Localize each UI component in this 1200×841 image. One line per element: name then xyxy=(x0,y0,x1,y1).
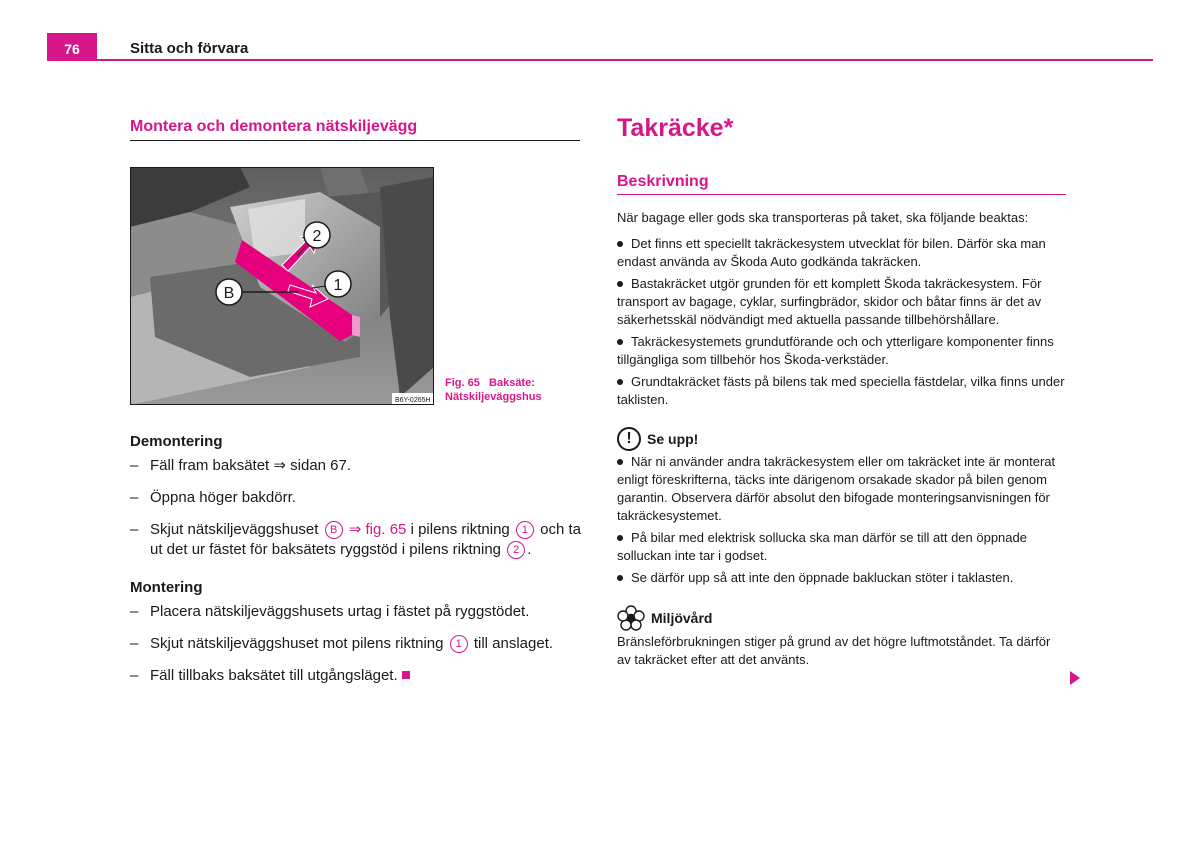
page-title: Takräcke* xyxy=(617,114,734,142)
caption-number: Fig. 65 xyxy=(445,377,480,389)
step-item xyxy=(130,602,585,622)
list-item xyxy=(617,569,1067,587)
montering-block xyxy=(130,579,585,698)
section-subtitle: Beskrivning xyxy=(617,173,1066,195)
list-item-text: Se därför upp så att inte den öppnade bakluckan stöter i taklasten. xyxy=(631,570,1014,585)
demontering-heading: Demontering xyxy=(130,433,223,450)
badge-1: 1 xyxy=(516,521,534,539)
bullet-icon xyxy=(617,241,623,247)
callout-2-label: 2 xyxy=(312,228,322,245)
callout-1-label: 1 xyxy=(333,277,343,294)
list-item xyxy=(617,373,1067,409)
step-item xyxy=(130,634,585,654)
figure-reference-link[interactable]: ⇒ fig. 65 xyxy=(348,521,407,538)
arrow-icon: ⇒ xyxy=(273,457,286,474)
header-title: Sitta och förvara xyxy=(130,40,249,57)
montering-steps xyxy=(130,602,585,686)
step-item xyxy=(130,520,585,560)
description-bullets xyxy=(617,235,1067,409)
rear-seat-illustration xyxy=(130,167,434,405)
exclamation-circle-icon: ! xyxy=(617,427,641,451)
montering-heading: Montering xyxy=(130,579,203,596)
demontering-steps xyxy=(130,456,585,560)
flower-icon xyxy=(617,605,645,631)
caption-title: Baksäte: xyxy=(489,377,535,389)
bullet-icon xyxy=(617,575,623,581)
figure-65 xyxy=(130,167,434,405)
environment-text: Bränsleförbrukningen stiger på grund av det högre luftmotståndet. Ta därför av takräcket efter att det använts. xyxy=(617,634,1051,667)
caution-box xyxy=(617,427,1067,587)
badge-1: 1 xyxy=(450,635,468,653)
bullet-icon xyxy=(617,281,623,287)
list-item-text: Bastakräcket utgör grunden för ett komplett Škoda takräckesystem. För transport av bagage, cyklar, surfingbrädor, skidor och båtar finns är det av säkerhetsskäl nödvändigt med aktuella passande tillbehörshållare. xyxy=(617,276,1042,327)
step-text: ta ut det ur fästet för baksätets ryggstöd i pilens riktning xyxy=(150,521,581,558)
left-column xyxy=(130,118,580,141)
environment-heading: Miljövård xyxy=(651,610,713,626)
step-item xyxy=(130,666,585,686)
badge-b: B xyxy=(325,521,343,539)
step-text: Placera nätskiljeväggshusets urtag i fästet på ryggstödet. xyxy=(150,603,530,620)
step-text: i pilens riktning xyxy=(410,521,510,538)
bullet-icon xyxy=(617,339,623,345)
callout-b-label: B xyxy=(223,285,235,302)
step-item xyxy=(130,456,585,476)
dash-marker: – xyxy=(130,521,139,538)
bullet-icon xyxy=(617,379,623,385)
dash-marker: – xyxy=(130,635,139,652)
step-text: Skjut nätskiljeväggshuset xyxy=(150,521,319,538)
badge-2: 2 xyxy=(507,541,525,559)
dash-marker: – xyxy=(130,667,139,684)
list-item xyxy=(617,529,1067,565)
step-item xyxy=(130,488,585,508)
list-item-text: Takräckesystemets grundutförande och och ytterligare komponenter finns tillgängliga som tillbehör hos Škoda-verkstäder. xyxy=(617,334,1054,367)
step-text: och xyxy=(540,521,565,538)
page-number: 76 xyxy=(47,33,97,61)
caption-subtitle: Nätskiljeväggshus xyxy=(445,391,542,403)
dash-marker: – xyxy=(130,457,139,474)
header-divider xyxy=(47,59,1153,61)
list-item xyxy=(617,235,1067,271)
step-text: . xyxy=(527,541,532,558)
bullet-icon xyxy=(617,459,623,465)
figure-caption xyxy=(445,376,542,404)
list-item-text: Grundtakräcket fästs på bilens tak med speciella fästdelar, vilka finns under taklisten. xyxy=(617,374,1065,407)
demontering-block xyxy=(130,433,585,572)
list-item-text: Det finns ett speciellt takräckesystem utvecklat för bilen. Därför ska man endast använda av Škoda Auto godkända takräcken. xyxy=(617,236,1046,269)
triangle-right-icon[interactable] xyxy=(1070,671,1080,685)
list-item xyxy=(617,275,1067,329)
intro-text: När bagage eller gods ska transporteras på taket, ska följande beaktas: xyxy=(617,210,1029,225)
caution-heading: Se upp! xyxy=(647,431,699,447)
list-item xyxy=(617,453,1067,525)
section-end-icon xyxy=(402,671,410,679)
step-text: Fäll fram baksätet xyxy=(150,457,270,474)
step-text: Skjut nätskiljeväggshuset mot pilens riktning xyxy=(150,635,444,652)
step-text: Fäll tillbaks baksätet till utgångsläget. xyxy=(150,667,398,684)
environment-box xyxy=(617,605,1067,669)
right-column xyxy=(617,114,1067,669)
section-title: Montera och demontera nätskiljevägg xyxy=(130,118,580,141)
list-item-text: På bilar med elektrisk sollucka ska man därför se till att den öppnade solluckan inte tar i godset. xyxy=(617,530,1027,563)
page-reference[interactable]: sidan 67. xyxy=(290,457,352,474)
caution-bullets xyxy=(617,453,1067,587)
list-item-text: När ni använder andra takräckesystem eller om takräcket inte är monterat enligt föreskrifterna, täcks inte därigenom orsakade skador på bilen genom garantin. Observera därför absolut den bifogade monteringsanvisningen för takräckesystemet. xyxy=(617,454,1056,523)
dash-marker: – xyxy=(130,603,139,620)
bullet-icon xyxy=(617,535,623,541)
dash-marker: – xyxy=(130,489,139,506)
step-text: till anslaget. xyxy=(473,635,554,652)
figure-code: B6Y-0265H xyxy=(395,397,431,404)
step-text: Öppna höger bakdörr. xyxy=(150,489,296,506)
caution-header xyxy=(617,427,1067,451)
environment-header xyxy=(617,605,1067,631)
list-item xyxy=(617,333,1067,369)
